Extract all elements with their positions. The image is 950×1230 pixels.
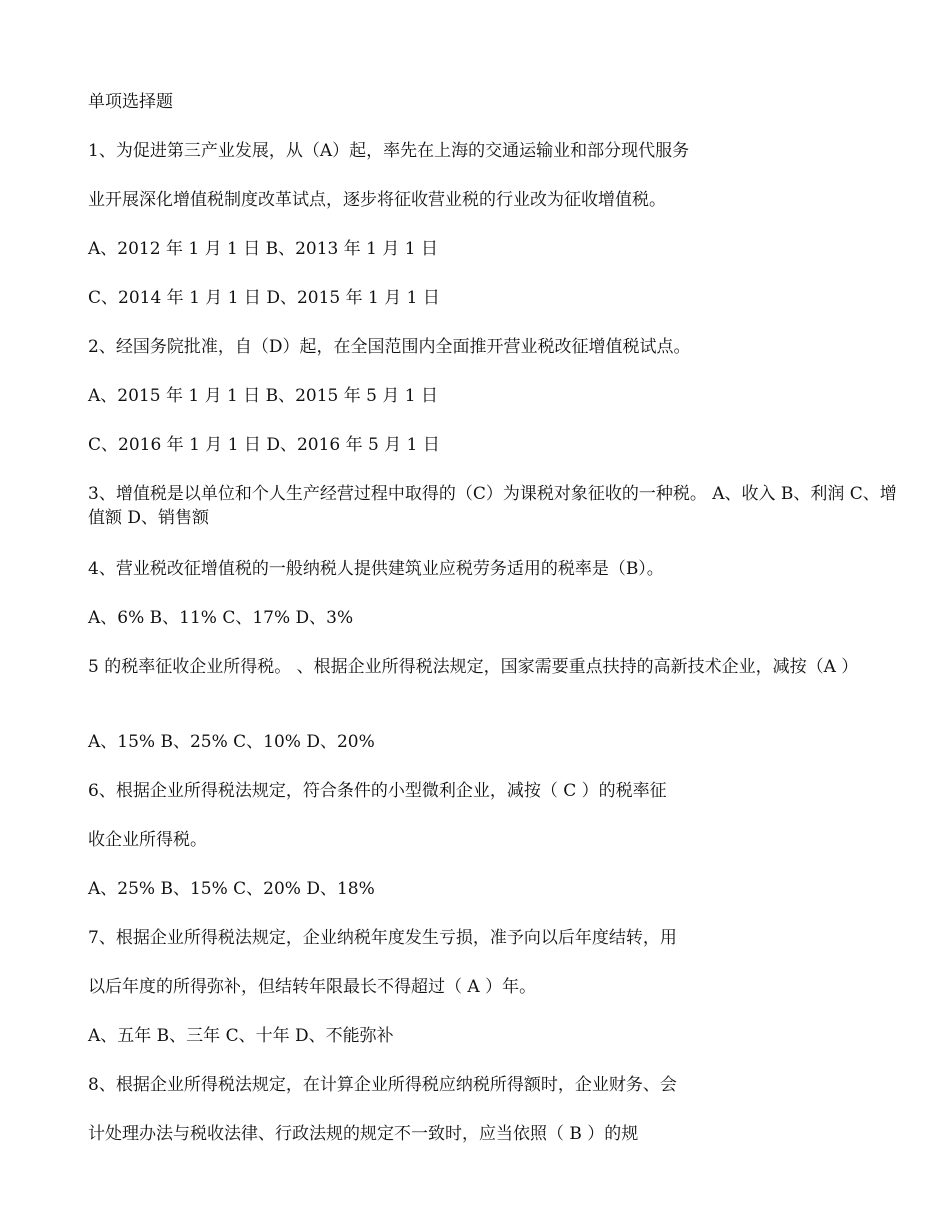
question-5-options: A、15% B、25% C、10% D、20%	[88, 732, 375, 752]
question-1-options-ab: A、2012 年 1 月 1 日 B、2013 年 1 月 1 日	[88, 239, 439, 259]
question-1-stem: 1、为促进第三产业发展，从（A）起，率先在上海的交通运输业和部分现代服务	[88, 141, 690, 161]
question-2-options-cd: C、2016 年 1 月 1 日 D、2016 年 5 月 1 日	[88, 435, 440, 455]
question-8-stem-continued: 计处理办法与税收法律、行政法规的规定不一致时，应当依照（ B ）的规	[88, 1124, 639, 1144]
question-2-options-ab: A、2015 年 1 月 1 日 B、2015 年 5 月 1 日	[88, 386, 439, 406]
question-6-options: A、25% B、15% C、20% D、18%	[88, 879, 375, 899]
question-6-stem-continued: 收企业所得税。	[88, 830, 207, 850]
question-5-stem: 5 的税率征收企业所得税。 、根据企业所得税法规定，国家需要重点扶持的高新技术企业，减按（A ）	[88, 657, 859, 677]
question-6-stem: 6、根据企业所得税法规定，符合条件的小型微利企业，减按（ C ）的税率征	[88, 781, 667, 801]
section-heading: 单项选择题	[88, 92, 173, 112]
question-7-stem-continued: 以后年度的所得弥补，但结转年限最长不得超过（ A ）年。	[88, 977, 537, 997]
question-1-options-cd: C、2014 年 1 月 1 日 D、2015 年 1 月 1 日	[88, 288, 440, 308]
question-8-stem: 8、根据企业所得税法规定，在计算企业所得税应纳税所得额时，企业财务、会	[88, 1075, 677, 1095]
question-7-options: A、五年 B、三年 C、十年 D、不能弥补	[88, 1026, 394, 1046]
question-7-stem: 7、根据企业所得税法规定，企业纳税年度发生亏损，准予向以后年度结转，用	[88, 928, 677, 948]
question-2-stem: 2、经国务院批准，自（D）起，在全国范围内全面推开营业税改征增值税试点。	[88, 337, 691, 357]
question-1-stem-continued: 业开展深化增值税制度改革试点，逐步将征收营业税的行业改为征收增值税。	[88, 190, 666, 210]
question-4-options: A、6% B、11% C、17% D、3%	[88, 608, 354, 628]
question-4-stem: 4、营业税改征增值税的一般纳税人提供建筑业应税劳务适用的税率是（B）。	[88, 559, 664, 579]
question-3-stem-and-options: 3、增值税是以单位和个人生产经营过程中取得的（C）为课税对象征收的一种税。 A、收入 B、利润 C、增值额 D、销售额	[88, 484, 897, 528]
